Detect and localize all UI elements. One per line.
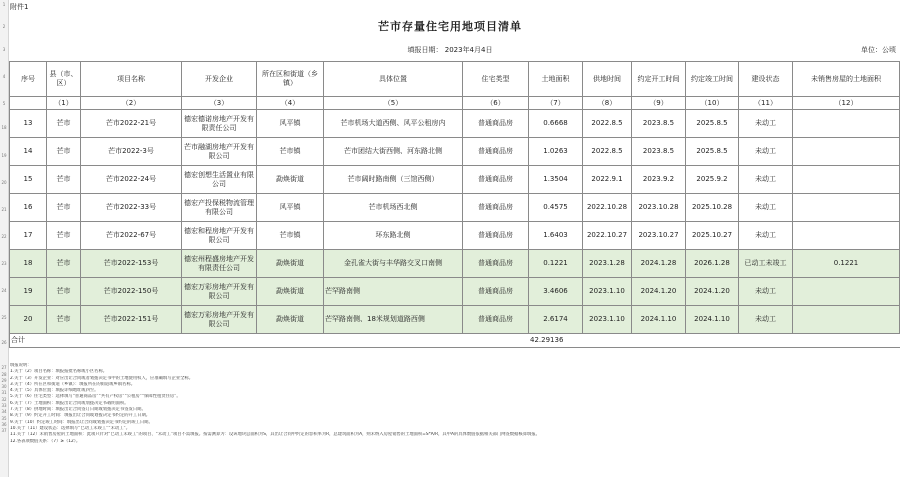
total-empty	[81, 334, 182, 348]
cell-location: 芒罕路南侧、18米规划道路西侧	[324, 306, 463, 334]
fill-instructions	[10, 363, 895, 445]
cell-county: 芒市	[47, 306, 81, 334]
table-row	[10, 250, 900, 278]
cell-unsold	[793, 166, 900, 194]
row-number: 27	[1, 365, 7, 370]
cell-finish: 2025.10.27	[686, 222, 739, 250]
cell-area: 0.4575	[529, 194, 583, 222]
row-number: 30	[1, 384, 7, 389]
cell-area: 1.0263	[529, 138, 583, 166]
cell-type: 普通商品房	[463, 138, 529, 166]
cell-project: 芒市2022-3号	[81, 138, 182, 166]
note-line: 1.关于（2）项目名称：填报报批名称或小区名称。	[10, 369, 108, 375]
cell-no: 20	[10, 306, 47, 334]
row-number: 4	[2, 74, 6, 79]
row-number: 29	[1, 378, 7, 383]
note-line: 10.关于（11）建设状态：选择填写“已动工未竣工”“未动工”。	[10, 425, 131, 431]
cell-start: 2023.8.5	[632, 138, 686, 166]
header-cell: 未销售房屋的土地面积	[793, 62, 900, 97]
row-number: 18	[1, 125, 7, 130]
header-cell: 土地面积	[529, 62, 583, 97]
cell-no: 17	[10, 222, 47, 250]
total-empty	[257, 334, 324, 348]
cell-area: 3.4606	[529, 278, 583, 306]
cell-no: 15	[10, 166, 47, 194]
cell-type: 普通商品房	[463, 166, 529, 194]
cell-unsold	[793, 194, 900, 222]
cell-developer: 芒市融湖房地产开发有限公司	[182, 138, 257, 166]
cell-unsold	[793, 110, 900, 138]
cell-developer: 德宏德诺房地产开发有限责任公司	[182, 110, 257, 138]
cell-area: 1.6403	[529, 222, 583, 250]
table-row	[10, 194, 900, 222]
cell-developer: 德宏创想生活置业有限公司	[182, 166, 257, 194]
cell-start: 2023.10.28	[632, 194, 686, 222]
cell-start: 2023.9.2	[632, 166, 686, 194]
cell-no: 14	[10, 138, 47, 166]
cell-type: 普通商品房	[463, 250, 529, 278]
cell-start: 2024.1.28	[632, 250, 686, 278]
header-cell: 供地时间	[583, 62, 632, 97]
cell-area: 2.6174	[529, 306, 583, 334]
cell-start: 2023.8.5	[632, 110, 686, 138]
cell-no: 13	[10, 110, 47, 138]
cell-location: 芒市机场西北侧	[324, 194, 463, 222]
cell-start: 2023.10.27	[632, 222, 686, 250]
cell-project: 芒市2022-150号	[81, 278, 182, 306]
header-cell: 建设状态	[739, 62, 793, 97]
cell-type: 普通商品房	[463, 194, 529, 222]
row-number: 37	[1, 428, 7, 433]
cell-status: 未动工	[739, 110, 793, 138]
cell-location: 环东路北侧	[324, 222, 463, 250]
note-line: 12.各表项数值关系：（7）≥（12）。	[10, 438, 81, 444]
header-cell: 约定开工时间	[632, 62, 686, 97]
cell-project: 芒市2022-153号	[81, 250, 182, 278]
cell-project: 芒市2022-21号	[81, 110, 182, 138]
note-line: 2.关于（3）开发企业：对应出让合同或者划拨决定书中的土地使用权人，应准确填写企业全称。	[10, 375, 194, 381]
index-cell: （10）	[686, 97, 739, 110]
cell-finish: 2024.1.20	[686, 278, 739, 306]
cell-county: 芒市	[47, 278, 81, 306]
cell-county: 芒市	[47, 222, 81, 250]
cell-no: 16	[10, 194, 47, 222]
cell-location: 芒市阔时路南侧（三馆西侧）	[324, 166, 463, 194]
total-row	[10, 334, 900, 348]
cell-status: 未动工	[739, 222, 793, 250]
cell-status: 未动工	[739, 138, 793, 166]
row-number: 33	[1, 403, 7, 408]
table-row	[10, 278, 900, 306]
cell-project: 芒市2022-24号	[81, 166, 182, 194]
total-empty	[739, 334, 793, 348]
cell-supply: 2022.8.5	[583, 110, 632, 138]
total-empty	[324, 334, 463, 348]
cell-county: 芒市	[47, 166, 81, 194]
cell-district: 勐焕街道	[257, 166, 324, 194]
row-number: 23	[1, 261, 7, 266]
cell-supply: 2023.1.10	[583, 278, 632, 306]
cell-supply: 2022.10.27	[583, 222, 632, 250]
index-cell: （9）	[632, 97, 686, 110]
row-number: 32	[1, 397, 7, 402]
row-number: 31	[1, 390, 7, 395]
cell-district: 勐焕街道	[257, 250, 324, 278]
cell-district: 风平镇	[257, 110, 324, 138]
cell-status: 未动工	[739, 278, 793, 306]
index-cell: （12）	[793, 97, 900, 110]
index-cell: （3）	[182, 97, 257, 110]
table-row	[10, 306, 900, 334]
cell-no: 18	[10, 250, 47, 278]
header-cell: 序号	[10, 62, 47, 97]
annex-label: 附件1	[10, 3, 29, 11]
total-label: 合计	[10, 334, 81, 348]
cell-county: 芒市	[47, 250, 81, 278]
note-line: 9.关于（10）约定竣工时间：填报出让合同或划拨决定书约定的竣工日期。	[10, 419, 153, 425]
cell-developer: 德宏万彩房地产开发有限公司	[182, 278, 257, 306]
note-line: 8.关于（9）约定开工时间：填报出让合同或划拨决定书约定的开工日期。	[10, 413, 151, 419]
cell-unsold	[793, 138, 900, 166]
total-empty	[583, 334, 632, 348]
cell-district: 勐焕街道	[257, 278, 324, 306]
index-row	[10, 97, 900, 110]
table-row	[10, 166, 900, 194]
cell-county: 芒市	[47, 194, 81, 222]
cell-finish: 2025.10.28	[686, 194, 739, 222]
unit-label: 单位：公顷	[861, 46, 896, 54]
row-number: 3	[2, 47, 6, 52]
cell-district: 勐焕街道	[257, 306, 324, 334]
cell-location: 芒市机场大道西侧、风平公租房内	[324, 110, 463, 138]
cell-location: 芒罕路南侧	[324, 278, 463, 306]
cell-developer: 德宏和程房地产开发有限公司	[182, 222, 257, 250]
row-number: 1	[2, 2, 6, 7]
row-number: 28	[1, 372, 7, 377]
row-number: 21	[1, 207, 7, 212]
row-number: 24	[1, 288, 7, 293]
cell-finish: 2026.1.28	[686, 250, 739, 278]
note-line: 3.关于（4）所在区和街道（乡镇）：填报所在的街道或乡镇名称。	[10, 381, 135, 387]
index-cell: （8）	[583, 97, 632, 110]
header-row	[10, 62, 900, 97]
fill-date: 填报日期： 2023年4月4日	[407, 46, 493, 54]
cell-start: 2024.1.20	[632, 278, 686, 306]
row-number: 5	[2, 101, 6, 106]
cell-developer: 德宏万彩房地产开发有限公司	[182, 306, 257, 334]
row-number: 22	[1, 234, 7, 239]
total-empty	[793, 334, 900, 348]
row-number: 20	[1, 180, 7, 185]
row-number: 35	[1, 416, 7, 421]
index-cell: （7）	[529, 97, 583, 110]
cell-area: 1.3504	[529, 166, 583, 194]
cell-finish: 2025.9.2	[686, 166, 739, 194]
cell-unsold: 0.1221	[793, 250, 900, 278]
cell-district: 芒市镇	[257, 138, 324, 166]
cell-project: 芒市2022-67号	[81, 222, 182, 250]
note-line: 5.关于（6）住宅类型：选择填写“普通商品房”“共有产权房”“公租房”“保障性租赁住房”。	[10, 394, 181, 400]
cell-developer: 德宏产投保税物流管理有限公司	[182, 194, 257, 222]
table-row	[10, 222, 900, 250]
cell-area: 0.6668	[529, 110, 583, 138]
cell-start: 2024.1.10	[632, 306, 686, 334]
header-cell: 所在区和街道（乡镇）	[257, 62, 324, 97]
row-number: 36	[1, 422, 7, 427]
cell-supply: 2023.1.28	[583, 250, 632, 278]
cell-status: 未动工	[739, 194, 793, 222]
cell-status: 已动工未竣工	[739, 250, 793, 278]
cell-status: 未动工	[739, 306, 793, 334]
cell-no: 19	[10, 278, 47, 306]
header-cell: 县（市、区）	[47, 62, 81, 97]
row-number: 26	[1, 340, 7, 345]
cell-supply: 2022.10.28	[583, 194, 632, 222]
document-title: 芒市存量住宅用地项目清单	[378, 20, 522, 33]
cell-project: 芒市2022-151号	[81, 306, 182, 334]
row-number: 25	[1, 315, 7, 320]
header-cell: 具体位置	[324, 62, 463, 97]
header-cell: 约定竣工时间	[686, 62, 739, 97]
cell-unsold	[793, 222, 900, 250]
index-cell	[10, 97, 47, 110]
header-cell: 开发企业	[182, 62, 257, 97]
cell-unsold	[793, 278, 900, 306]
cell-finish: 2025.8.5	[686, 110, 739, 138]
header-cell: 项目名称	[81, 62, 182, 97]
cell-type: 普通商品房	[463, 110, 529, 138]
cell-supply: 2023.1.10	[583, 306, 632, 334]
cell-location: 金孔雀大街与丰华路交叉口南侧	[324, 250, 463, 278]
index-cell: （6）	[463, 97, 529, 110]
cell-district: 芒市镇	[257, 222, 324, 250]
cell-location: 芒市团结大街西侧、河东路北侧	[324, 138, 463, 166]
note-line: 11.关于（12）未销售房屋的土地面积：此项只针对“已动工未竣工”的项目、“未动工”项目不需填报。按需测算为：设该地块总面积为S，其出让合同中约定的容积率为R，总建筑面积为A，则未纳入房屋销售的土地面积=S*A/R，其中A的具体数值依据相关部门网签数据核算填报。	[10, 432, 540, 438]
header-cell: 住宅类型	[463, 62, 529, 97]
cell-status: 未动工	[739, 166, 793, 194]
cell-area: 0.1221	[529, 250, 583, 278]
table-row	[10, 110, 900, 138]
cell-district: 风平镇	[257, 194, 324, 222]
note-line: 6.关于（7）土地面积：填报出让合同或划拨决定书载明面积。	[10, 400, 129, 406]
note-line: 4.关于（5）具体位置：填报详细地址或四至。	[10, 388, 99, 394]
cell-finish: 2025.8.5	[686, 138, 739, 166]
total-empty	[182, 334, 257, 348]
index-cell: （4）	[257, 97, 324, 110]
index-cell: （5）	[324, 97, 463, 110]
table-row	[10, 138, 900, 166]
project-table	[9, 61, 900, 348]
cell-supply: 2022.8.5	[583, 138, 632, 166]
total-empty	[463, 334, 529, 348]
total-empty	[686, 334, 739, 348]
cell-county: 芒市	[47, 138, 81, 166]
cell-finish: 2024.1.10	[686, 306, 739, 334]
cell-type: 普通商品房	[463, 278, 529, 306]
cell-type: 普通商品房	[463, 306, 529, 334]
index-cell: （1）	[47, 97, 81, 110]
row-number: 2	[2, 24, 6, 29]
cell-project: 芒市2022-33号	[81, 194, 182, 222]
note-line: 7.关于（8）供地时间：填报出让合同签订日期或划拨决定书签发日期。	[10, 407, 146, 413]
cell-type: 普通商品房	[463, 222, 529, 250]
row-number: 34	[1, 409, 7, 414]
total-empty	[632, 334, 686, 348]
cell-county: 芒市	[47, 110, 81, 138]
cell-unsold	[793, 306, 900, 334]
note-line: 填报说明：	[10, 363, 32, 368]
total-area: 42.29136	[529, 334, 583, 348]
index-cell: （11）	[739, 97, 793, 110]
row-number: 19	[1, 153, 7, 158]
index-cell: （2）	[81, 97, 182, 110]
cell-supply: 2022.9.1	[583, 166, 632, 194]
cell-developer: 德宏州程盛房地产开发有限责任公司	[182, 250, 257, 278]
